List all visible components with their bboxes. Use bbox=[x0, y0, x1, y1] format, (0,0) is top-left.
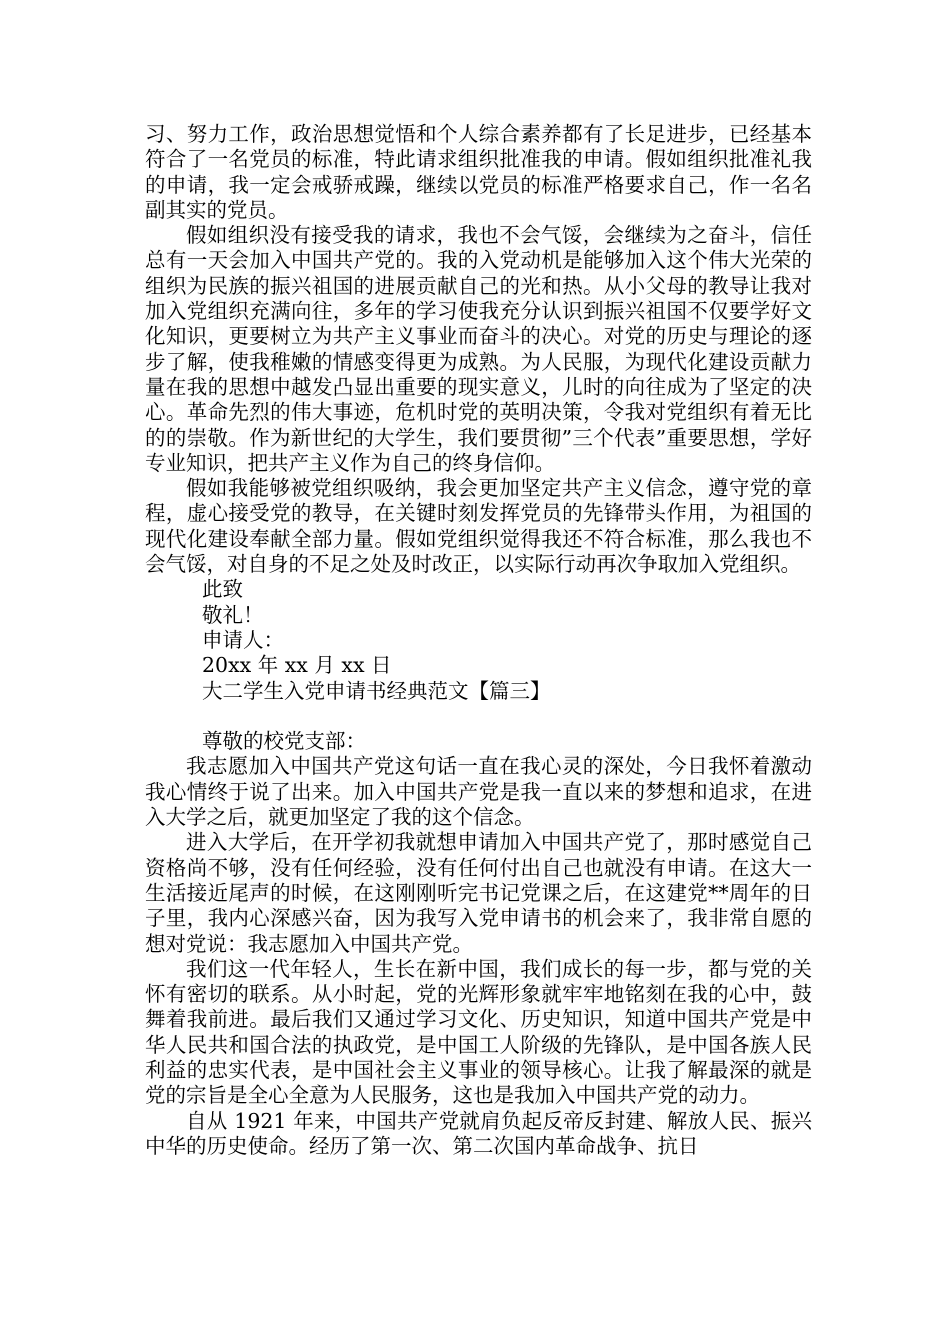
closing-line: 敬礼！ bbox=[202, 602, 264, 627]
blank-line bbox=[145, 704, 812, 729]
salutation: 尊敬的校党支部： bbox=[202, 729, 366, 754]
closing-line: 此致 bbox=[202, 577, 243, 602]
section-heading: 大二学生入党申请书经典范文【篇三】 bbox=[202, 678, 551, 703]
paragraph: 习、努力工作，政治思想觉悟和个人综合素养都有了长足进步，已经基本符合了一名党员的标准，特此请求组织批准我的申请。假如组织批准礼我的申请，我一定会戒骄戒躁，继续以党员的标准严格要求自己，作一名名副其实的党员。 bbox=[145, 122, 812, 222]
document-page bbox=[145, 122, 812, 1159]
signature-line: 申请人： bbox=[202, 627, 284, 652]
paragraph: 假如我能够被党组织吸纳，我会更加坚定共产主义信念，遵守党的章程，虚心接受党的教导，在关键时刻发挥党员的先锋带头作用，为祖国的现代化建设奉献全部力量。假如党组织觉得我还不符合标准，那么我也不会气馁，对自身的不足之处及时改正，以实际行动再次争取加入党组织。 bbox=[145, 476, 812, 577]
paragraph: 自从 1921 年来，中国共产党就肩负起反帝反封建、解放人民、振兴中华的历史使命。经历了第一次、第二次国内革命战争、抗日 bbox=[145, 1108, 812, 1158]
paragraph: 进入大学后，在开学初我就想申请加入中国共产党了，那时感觉自己资格尚不够，没有任何经验，没有任何付出自己也就没有申请。在这大一生活接近尾声的时候，在这刚刚听完书记党课之后，在这建党**周年的日子里，我内心深感兴奋，因为我写入党申请书的机会来了，我非常自愿的想对党说：我志愿加入中国共产党。 bbox=[145, 830, 812, 956]
paragraph: 我志愿加入中国共产党这句话一直在我心灵的深处，今日我怀着激动我心情终于说了出来。加入中国共产党是我一直以来的梦想和追求，在进入大学之后，就更加坚定了我的这个信念。 bbox=[145, 754, 812, 830]
paragraph: 我们这一代年轻人，生长在新中国，我们成长的每一步，都与党的关怀有密切的联系。从小时起，党的光辉形象就牢牢地铭刻在我的心中，鼓舞着我前进。最后我们又通过学习文化、历史知识，知道中国共产党是中华人民共和国合法的执政党，是中国工人阶级的先锋队，是中国各族人民利益的忠实代表，是中国社会主义事业的领导核心。让我了解最深的就是党的宗旨是全心全意为人民服务，这也是我加入中国共产党的动力。 bbox=[145, 956, 812, 1108]
paragraph: 假如组织没有接受我的请求，我也不会气馁，会继续为之奋斗，信任总有一天会加入中国共产党的。我的入党动机是能够加入这个伟大光荣的组织为民族的振兴祖国的进展贡献自己的光和热。从小父母的教导让我对加入党组织充满向往，多年的学习使我充分认识到振兴祖国不仅要学好文化知识，更要树立为共产主义事业而奋斗的决心。对党的历史与理论的逐步了解，使我稚嫩的情感变得更为成熟。为人民服，为现代化建设贡献力量在我的思想中越发凸显出重要的现实意义，儿时的向往成为了坚定的决心。革命先烈的伟大事迹，危机时党的英明决策，令我对党组织有着无比的的崇敬。作为新世纪的大学生，我们要贯彻”三个代表”重要思想，学好专业知识，把共产主义作为自己的终身信仰。 bbox=[145, 223, 812, 475]
date-line: 20xx 年 xx 月 xx 日 bbox=[202, 653, 392, 678]
